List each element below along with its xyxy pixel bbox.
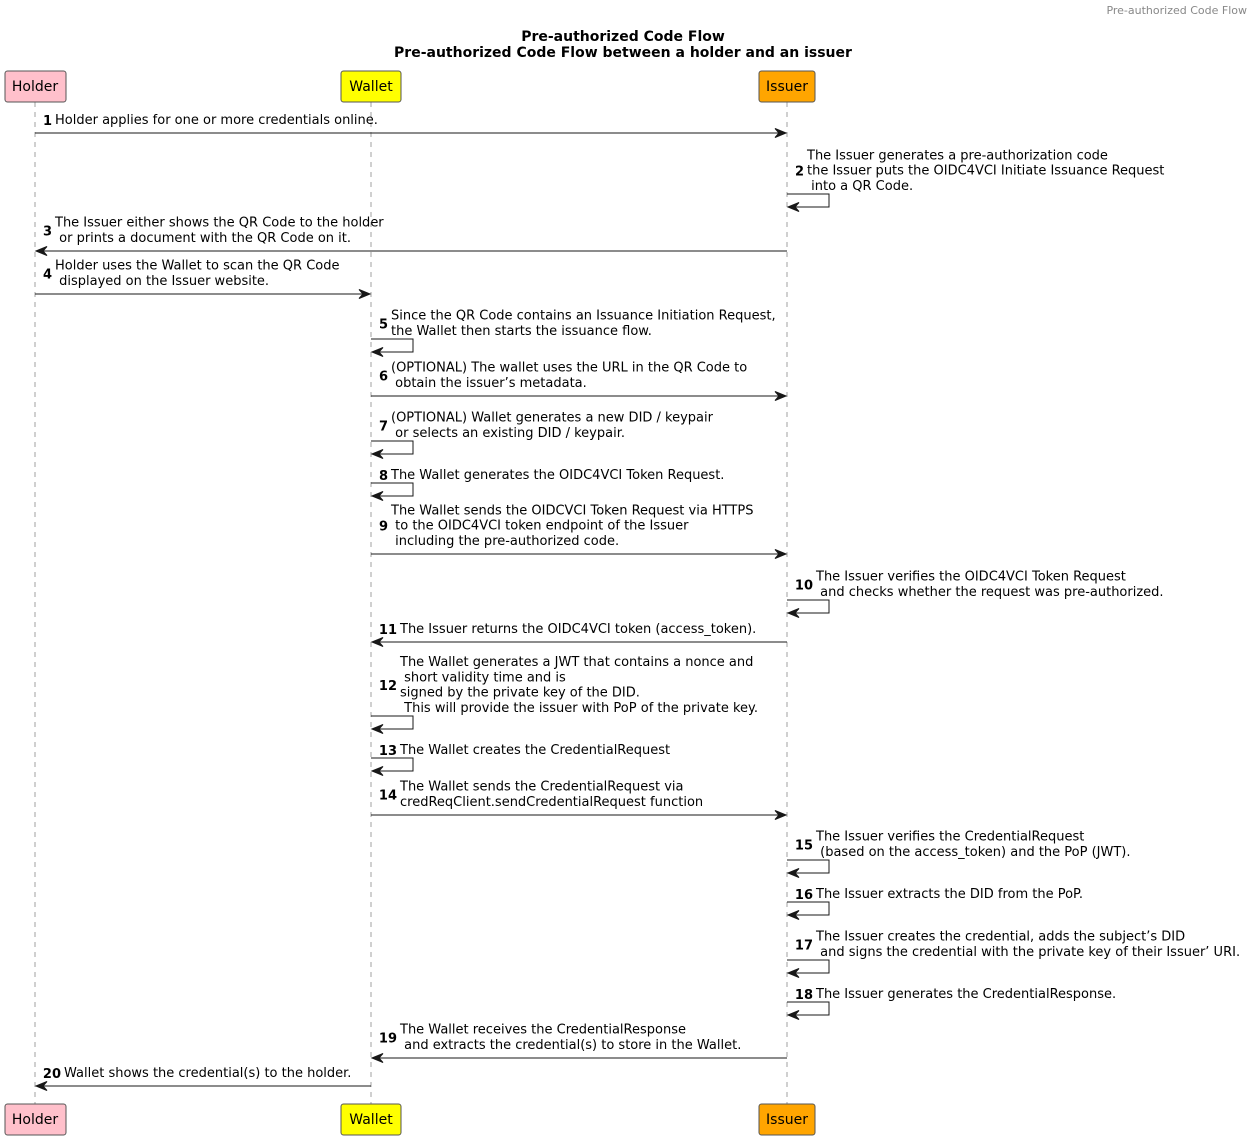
message-label-line: and signs the credential with the private key of their Issuer’ URI.: [816, 945, 1241, 960]
message-label-line: signed by the private key of the DID.: [400, 685, 640, 701]
participant-name: Wallet: [349, 79, 393, 95]
message-label-line: The Issuer either shows the QR Code to the holder: [55, 215, 384, 231]
message-9: [371, 503, 786, 558]
message-label-line: Holder uses the Wallet to scan the QR Code: [55, 258, 340, 274]
message-number: 12: [378, 679, 397, 695]
participant-wallet-bottom: [341, 1104, 401, 1135]
message-number: 18: [794, 988, 813, 1003]
message-label-line: the Issuer puts the OIDC4VCI Initiate Issuance Request: [807, 163, 1165, 179]
diagram-subtitle: Pre-authorized Code Flow between a holder and an issuer: [394, 45, 852, 61]
message-label-line: This will provide the issuer with PoP of the private key.: [400, 701, 758, 716]
message-label-line: The Wallet sends the CredentialRequest via: [400, 779, 684, 795]
participant-issuer-bottom: [759, 1104, 815, 1135]
message-label-line: (OPTIONAL) The wallet uses the URL in the QR Code to: [391, 360, 748, 376]
message-11: [372, 622, 787, 647]
message-5: [371, 309, 776, 357]
message-19: [372, 1023, 787, 1063]
message-label-line: The Wallet generates the OIDC4VCI Token Request.: [391, 468, 725, 483]
message-18: [787, 987, 1116, 1020]
message-number: 6: [378, 369, 388, 385]
participant-issuer-top: [759, 71, 815, 102]
message-6: [371, 361, 786, 401]
message-label-line: (OPTIONAL) Wallet generates a new DID / keypair: [391, 410, 713, 426]
message-number: 10: [794, 578, 813, 594]
message-label-line: or prints a document with the QR Code on it.: [55, 231, 351, 246]
message-4: [35, 259, 370, 299]
message-7: [371, 411, 714, 459]
message-label-line: Holder applies for one or more credentials online.: [55, 113, 378, 128]
message-17: [787, 930, 1240, 978]
message-13: [371, 743, 670, 776]
participant-wallet-top: [341, 71, 401, 102]
message-14: [371, 780, 786, 820]
message-number: 5: [378, 317, 388, 333]
message-number: 17: [794, 938, 813, 954]
message-label-line: The Issuer generates a pre-authorization code: [807, 148, 1108, 164]
message-label-line: The Issuer generates the CredentialResponse.: [816, 987, 1117, 1002]
message-label-line: to the OIDC4VCI token endpoint of the Issuer: [391, 518, 689, 534]
message-2: [787, 148, 1164, 211]
message-label-line: short validity time and is: [400, 670, 566, 686]
message-number: 15: [794, 838, 813, 854]
participant-holder-top: [5, 71, 66, 102]
message-label-line: including the pre-authorized code.: [391, 534, 620, 549]
message-number: 2: [794, 164, 804, 180]
participant-name: Wallet: [349, 1112, 393, 1128]
message-label-line: The Issuer verifies the CredentialRequest: [816, 829, 1085, 845]
message-label-line: and extracts the credential(s) to store in the Wallet.: [400, 1038, 742, 1053]
message-number: 19: [378, 1031, 397, 1047]
message-15: [787, 830, 1131, 878]
participant-name: Issuer: [766, 79, 808, 95]
message-10: [787, 570, 1164, 618]
message-12: [371, 655, 758, 733]
message-label-line: or selects an existing DID / keypair.: [391, 426, 625, 441]
message-label-line: (based on the access_token) and the PoP (JWT).: [816, 845, 1131, 860]
message-label-line: the Wallet then starts the issuance flow.: [391, 324, 652, 339]
message-20: [36, 1066, 371, 1091]
message-3: [36, 216, 787, 256]
participant-name: Issuer: [766, 1112, 808, 1128]
message-number: 7: [378, 419, 388, 435]
page-header: Pre-authorized Code Flow: [1106, 4, 1247, 17]
message-number: 14: [378, 788, 397, 804]
message-16: [787, 887, 1083, 920]
participant-name: Holder: [11, 1112, 59, 1128]
message-label-line: displayed on the Issuer website.: [55, 274, 270, 289]
message-label-line: The Wallet sends the OIDCVCI Token Request via HTTPS: [391, 503, 754, 519]
message-label-line: The Wallet creates the CredentialRequest: [400, 743, 671, 758]
diagram-title: Pre-authorized Code Flow: [521, 29, 725, 45]
message-label-line: and checks whether the request was pre-authorized.: [816, 585, 1164, 600]
message-label-line: credReqClient.sendCredentialRequest function: [400, 795, 704, 810]
message-1: [35, 113, 786, 138]
message-label-line: into a QR Code.: [807, 179, 914, 194]
message-number: 9: [378, 519, 388, 535]
message-number: 20: [42, 1067, 61, 1082]
message-number: 13: [378, 744, 397, 759]
message-number: 8: [378, 469, 388, 484]
message-number: 4: [42, 267, 52, 283]
participant-holder-bottom: [5, 1104, 66, 1135]
message-number: 16: [794, 888, 813, 903]
message-label-line: The Issuer returns the OIDC4VCI token (access_token).: [400, 622, 757, 637]
message-8: [371, 468, 724, 501]
message-number: 11: [378, 623, 397, 638]
message-label-line: The Issuer verifies the OIDC4VCI Token Request: [816, 569, 1126, 585]
message-label-line: The Issuer creates the credential, adds the subject’s DID: [816, 929, 1186, 945]
message-number: 3: [42, 224, 52, 240]
message-label-line: The Wallet generates a JWT that contains a nonce and: [400, 655, 754, 671]
message-label-line: The Wallet receives the CredentialResponse: [400, 1022, 686, 1038]
participant-name: Holder: [11, 79, 59, 95]
message-label-line: Since the QR Code contains an Issuance Initiation Request,: [391, 308, 776, 324]
message-label-line: obtain the issuer’s metadata.: [391, 376, 587, 391]
message-label-line: Wallet shows the credential(s) to the holder.: [64, 1066, 352, 1081]
message-label-line: The Issuer extracts the DID from the PoP.: [816, 887, 1084, 902]
message-number: 1: [42, 114, 52, 129]
